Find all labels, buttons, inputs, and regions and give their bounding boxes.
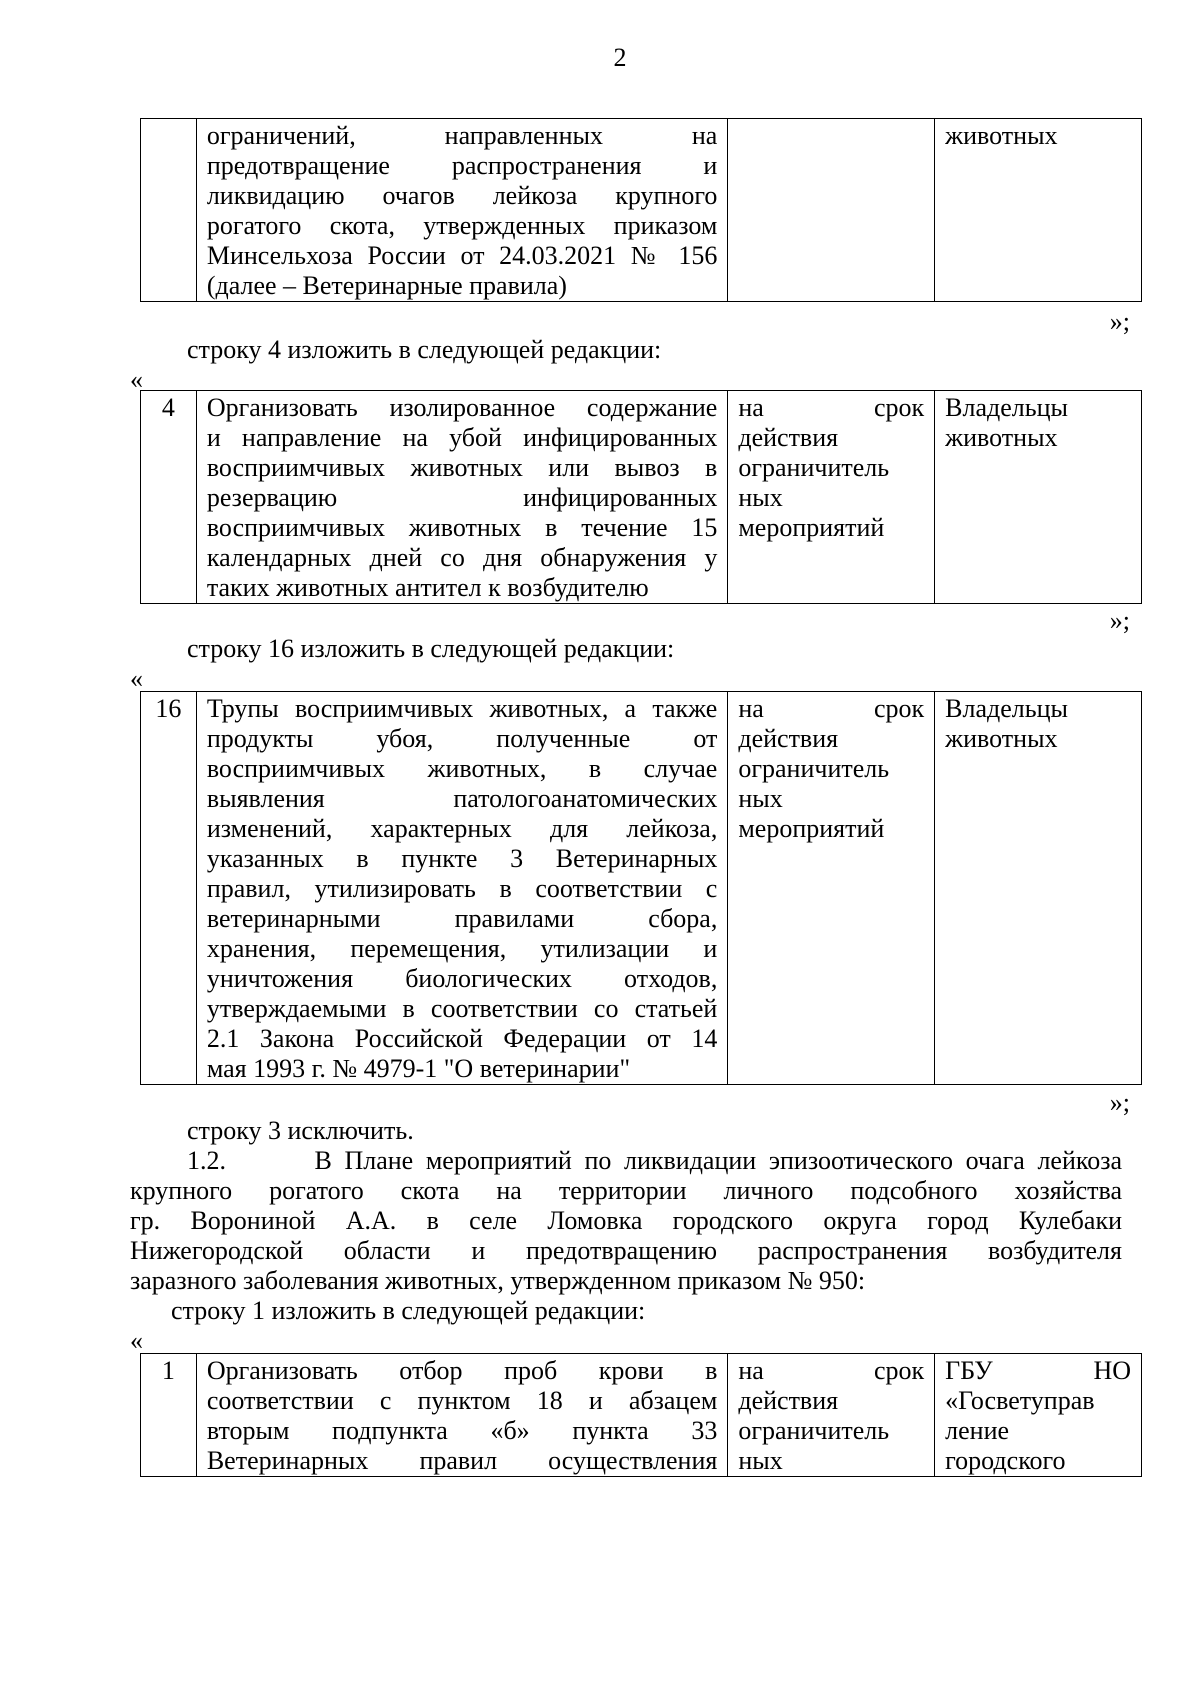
- table-row: [141, 692, 1142, 1085]
- term-line: ных: [738, 1446, 783, 1475]
- paragraph-number: 1.2.: [187, 1146, 226, 1175]
- table-row: [141, 1354, 1142, 1477]
- text-line: восприимчивых животных в течение 15: [206, 513, 718, 542]
- instruction-text: строку 16 изложить в следующей редакции:: [187, 634, 675, 663]
- term-line: на срок: [738, 694, 925, 723]
- term-line: ограничитель: [738, 754, 890, 783]
- term-line: действия: [738, 1386, 839, 1415]
- term-line: ных: [738, 483, 783, 512]
- cell-text: [196, 119, 728, 302]
- instruction-text: строку 3 исключить.: [187, 1116, 414, 1145]
- cell-who: [935, 391, 1142, 604]
- text-line: предотвращение распространения и: [206, 151, 718, 180]
- text-line: указанных в пункте 3 Ветеринарных: [206, 844, 718, 873]
- closing-quote: »;: [1109, 307, 1130, 336]
- text-line: ограничений, направленных на: [206, 121, 718, 150]
- page-number: 2: [613, 43, 627, 72]
- who-line: ление: [945, 1416, 1010, 1445]
- who-line: «Госветуправ: [945, 1386, 1095, 1415]
- text-line: восприимчивых животных, в случае: [206, 754, 718, 783]
- paragraph-1-2: [130, 1146, 1122, 1296]
- term-line: мероприятий: [738, 513, 885, 542]
- paragraph-line: гр. Ворониной А.А. в селе Ломовка городского округа город Кулебаки: [130, 1206, 1122, 1235]
- opening-quote: «: [130, 1326, 143, 1355]
- term-line: мероприятий: [738, 814, 885, 843]
- term-line: на срок: [738, 393, 925, 422]
- text-line: Организовать изолированное содержание: [206, 393, 718, 422]
- text-line: рогатого скота, утвержденных приказом: [206, 211, 718, 240]
- text-line: утверждаемыми в соответствии со статьей: [206, 994, 718, 1023]
- text-line: и направление на убой инфицированных: [206, 423, 718, 452]
- text-line: выявления патологоанатомических: [206, 784, 718, 813]
- who-line: животных: [945, 423, 1058, 452]
- who-line: городского: [945, 1446, 1066, 1475]
- text-line: восприимчивых животных или вывоз в: [206, 453, 718, 482]
- term-line: действия: [738, 724, 839, 753]
- term-line: на срок: [738, 1356, 925, 1385]
- text-line: вторым подпункта «б» пункта 33: [206, 1416, 718, 1445]
- cell-text: [196, 1354, 728, 1477]
- who-line: ГБУ НО: [945, 1356, 1131, 1385]
- cell-who: животных: [935, 119, 1142, 302]
- text-line: ветеринарными правилами сбора,: [206, 904, 718, 933]
- cell-text: [196, 692, 728, 1085]
- cell-who: [935, 692, 1142, 1085]
- term-line: ных: [738, 784, 783, 813]
- closing-quote: »;: [1109, 1088, 1130, 1117]
- text-line: 2.1 Закона Российской Федерации от 14: [206, 1024, 718, 1053]
- cell-num: 16: [141, 692, 197, 1085]
- cell-term: [728, 1354, 935, 1477]
- cell-term: [728, 391, 935, 604]
- text-line: правил, утилизировать в соответствии с: [206, 874, 718, 903]
- table-row: [141, 119, 1142, 302]
- opening-quote: «: [130, 664, 143, 693]
- instruction-text: строку 1 изложить в следующей редакции:: [171, 1296, 646, 1325]
- text-line: Организовать отбор проб крови в: [206, 1356, 718, 1385]
- cell-num: 1: [141, 1354, 197, 1477]
- table-row-16: [140, 691, 1142, 1085]
- table-continuation: [140, 118, 1142, 302]
- text-line: уничтожения биологических отходов,: [206, 964, 718, 993]
- cell-term: [728, 692, 935, 1085]
- text-line: Ветеринарных правил осуществления: [206, 1446, 718, 1475]
- text-line: резервацию инфицированных: [206, 483, 718, 512]
- cell-who: [935, 1354, 1142, 1477]
- table-row-1: [140, 1353, 1142, 1477]
- paragraph-line: заразного заболевания животных, утвержденном приказом № 950:: [130, 1266, 866, 1295]
- term-line: действия: [738, 423, 839, 452]
- table-row: [141, 391, 1142, 604]
- paragraph-text: В Плане мероприятий по ликвидации эпизоотического очага лейкоза: [314, 1146, 1123, 1175]
- term-line: ограничитель: [738, 1416, 890, 1445]
- who-line: Владельцы: [945, 393, 1068, 422]
- text-line: календарных дней со дня обнаружения у: [206, 543, 718, 572]
- text-line: соответствии с пунктом 18 и абзацем: [206, 1386, 718, 1415]
- paragraph-line: Нижегородской области и предотвращению распространения возбудителя: [130, 1236, 1122, 1265]
- who-line: Владельцы: [945, 694, 1068, 723]
- closing-quote: »;: [1109, 606, 1130, 635]
- text-line: изменений, характерных для лейкоза,: [206, 814, 718, 843]
- text-line: Минсельхоза России от 24.03.2021 № 156: [206, 241, 718, 270]
- paragraph-line: крупного рогатого скота на территории личного подсобного хозяйства: [130, 1176, 1122, 1205]
- term-line: ограничитель: [738, 453, 890, 482]
- opening-quote: «: [130, 365, 143, 394]
- cell-num: [141, 119, 197, 302]
- text-line: мая 1993 г. № 4979-1 "О ветеринарии": [206, 1054, 631, 1083]
- text-line: продукты убоя, полученные от: [206, 724, 718, 753]
- paragraph-line: [130, 1146, 1122, 1176]
- table-row-4: [140, 390, 1142, 604]
- text-line: таких животных антител к возбудителю: [206, 573, 649, 602]
- text-line: ликвидацию очагов лейкоза крупного: [206, 181, 718, 210]
- instruction-text: строку 4 изложить в следующей редакции:: [187, 335, 662, 364]
- cell-term: [728, 119, 935, 302]
- cell-text: [196, 391, 728, 604]
- text-line: (далее – Ветеринарные правила): [206, 271, 567, 300]
- text-line: Трупы восприимчивых животных, а также: [206, 694, 718, 723]
- cell-num: 4: [141, 391, 197, 604]
- text-line: хранения, перемещения, утилизации и: [206, 934, 718, 963]
- who-line: животных: [945, 724, 1058, 753]
